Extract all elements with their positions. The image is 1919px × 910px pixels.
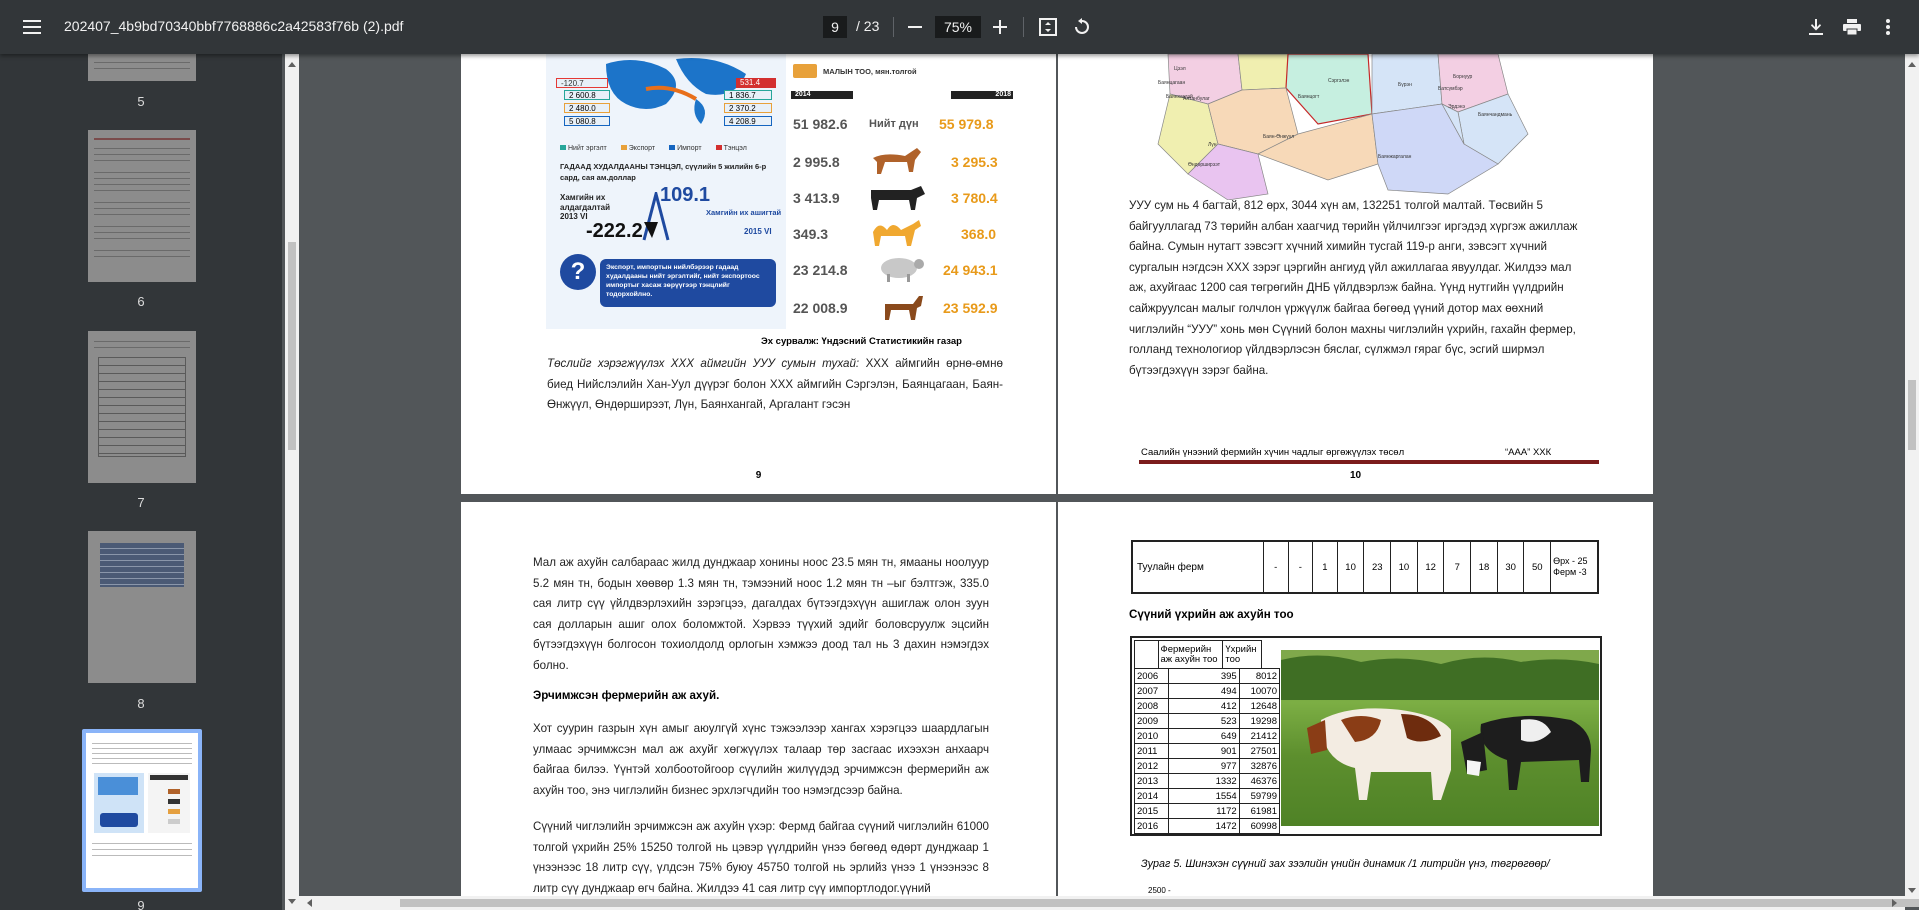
dairy-cows-photo (1281, 650, 1599, 826)
year-cell: 2014 (1135, 789, 1169, 804)
map-label: Баян-Өнжүүл (1263, 134, 1295, 140)
paragraph-lead: Төслийг хэрэгжүүлэх ХХХ аймгийн УУУ сумын тухай: (547, 357, 860, 370)
table-cell: Өрх - 25 Ферм -3 (1551, 541, 1598, 593)
thumbnail-text-line (94, 148, 190, 149)
table-cell: 19298 (1239, 714, 1279, 729)
year-cell: 2012 (1135, 759, 1169, 774)
table-cell: 30 (1497, 541, 1524, 593)
thumbnail-infographic (148, 773, 190, 833)
table-row (1135, 744, 1280, 759)
table-cell: 7 (1444, 541, 1471, 593)
section-heading: Эрчимжсэн фермерийн аж ахуй. (533, 689, 720, 702)
table-header: Үхрийн тоо (1223, 641, 1262, 669)
year-cell: 2006 (1135, 669, 1169, 684)
table-cell: 10 (1391, 541, 1418, 593)
thumbnail-text-line (94, 214, 190, 215)
table-row (1135, 714, 1280, 729)
zoom-out-button[interactable] (903, 15, 927, 39)
table-cell: 21412 (1239, 729, 1279, 744)
thumbnail-number: 9 (137, 898, 145, 910)
trade-note: Экспорт, импортын нийлбэрээр гадаад худалдааны нийт эргэлтийг, нийт экспортоос импортыг хасаж зөрүүгээр тэнцлийг тодорхойлно. (600, 259, 776, 307)
page-number-input[interactable]: 9 (823, 16, 847, 38)
map-label: Баянхангай (1166, 94, 1193, 100)
livestock-left: 349.3 (793, 226, 829, 242)
trade-value: 5 080.8 (564, 116, 610, 126)
map-label: Алтанбулаг (1183, 96, 1210, 102)
table-row (1135, 789, 1280, 804)
scroll-down-arrow[interactable] (288, 899, 296, 904)
camel-icon (865, 216, 931, 248)
table-cell: 12648 (1239, 699, 1279, 714)
thumbnail-number: 6 (137, 294, 145, 309)
legend-item: Экспорт (621, 145, 655, 152)
table-cell: 494 (1169, 684, 1239, 699)
goat-icon (877, 292, 943, 322)
table-cell: 649 (1169, 729, 1239, 744)
year-cell: 2011 (1135, 744, 1169, 759)
map-label: Эрдэнэ (1448, 104, 1466, 110)
thumbnail-text-line (92, 753, 192, 754)
thumbnail-number: 7 (137, 495, 145, 510)
table-cell: Туулайн ферм (1132, 541, 1263, 593)
thumbnail-text-line (94, 341, 190, 342)
pdf-page-10 (1058, 54, 1653, 494)
horizontal-scrollbar[interactable] (299, 896, 1905, 910)
year-cell: 2008 (1135, 699, 1169, 714)
table-cell: 61981 (1239, 804, 1279, 819)
thumbnail-text-line (92, 843, 192, 844)
map-label: Бүрэн (1398, 82, 1412, 88)
table-cell: 523 (1169, 714, 1239, 729)
year-cell: 2009 (1135, 714, 1169, 729)
pdf-page-12 (1058, 502, 1653, 896)
zoom-in-button[interactable] (988, 15, 1012, 39)
dairy-farm-table-body (1134, 668, 1280, 834)
table-cell: 59799 (1239, 789, 1279, 804)
balance-arrows (642, 192, 672, 242)
table-header-row (1135, 641, 1262, 669)
infographic (546, 54, 1016, 329)
livestock-left: 23 214.8 (793, 262, 848, 278)
trade-value: 1 836.7 (724, 90, 772, 100)
trade-value: 2 600.8 (564, 90, 610, 100)
livestock-right: 24 943.1 (943, 262, 998, 278)
page11-paragraph-2: Хот суурин газрын хүн амыг аюулгүй хүнс тэжээлээр хангах хэрэгцээ шаардлагын улмаас эрчимжсэн мал аж ахуйг хөгжүүлэх талаар төр засгаас ихээхэн анхаарч байгаа билээ. Үүнтэй холбоотойгоор сүүлийн жилүүдэд эрчимжсэн фермерийн аж ахуйн тоо, энэ чиглэлийн бизнес эрхлэгчдийн тоо нэмэгдсээр байна. (533, 722, 989, 797)
table-row (1135, 819, 1280, 834)
paragraph-body: ХХХ аймгийн өрнө-өмнө биед Нийслэлийн Хан-Уул дүүрэг болон ХХХ аймгийн Сэргэлэн, Баянцагаан, Баян-Өнжүүл, Өндөрширээт, Лүн, Баянхангай, Аргалант гэсэн (547, 357, 1003, 412)
map-label: Цээл (1174, 66, 1186, 72)
sidebar-scrollbar-thumb[interactable] (288, 242, 296, 450)
zoom-level-input[interactable]: 75% (935, 16, 981, 38)
thumbnail-table (100, 543, 184, 587)
pdf-page-11 (461, 502, 1056, 896)
table-row (1135, 804, 1280, 819)
thumbnail-text-line (94, 62, 190, 63)
low-label: Хамгийн их алдагдалтай (560, 193, 610, 212)
high-value: 109.1 (660, 184, 711, 206)
livestock-right: 368.0 (961, 226, 997, 242)
thumbnail-text-line (94, 232, 190, 233)
footer-project: Саалийн үнээний фермийн хүчин чадлыг өргөжүүлэх төсөл (1141, 447, 1405, 458)
table-cell: 412 (1169, 699, 1239, 714)
cows-illustration (1281, 650, 1599, 826)
rotate-icon[interactable] (1070, 15, 1094, 39)
total-pages: / 23 (856, 18, 880, 34)
trade-value: 2 370.2 (724, 103, 772, 113)
trade-value: -120.7 (556, 78, 608, 88)
livestock-left: 51 982.6 (793, 116, 848, 132)
high-year: 2015 VI (744, 227, 772, 236)
trade-title: ГАДААД ХУДАЛДААНЫ ТЭНЦЭЛ, сүүлийн 5 жилийн 6-р сард, сая ам.доллар (560, 162, 767, 182)
table-cell: 395 (1169, 669, 1239, 684)
table-cell: 8012 (1239, 669, 1279, 684)
sheep-icon (871, 254, 937, 284)
table-header: Фермерийн аж ахуйн тоо (1158, 641, 1223, 669)
page11-paragraph-1: Мал аж ахуйн салбараас жилд дунджаар хонины ноос 23.5 мян тн, ямааны ноолуур 5.2 мян тн, бодын хөөвөр 1.3 мян тн, тэмээний ноос 1.2 мян тн –ыг бэлтгэж, 335.0 сая литр сүү үйлдвэрлэхийн зэрэгцээ, дагалдах бүтээгдэхүүн ашиглаж олон зуун сая долларын ашиг олох боломжтой. Хэрвээ түүхий эдийг боловсруулж эцсийн бүтээгдэхүүн болгосон тохиолдолд орлогын хэмжээ доод тал нь 3 дахин нэмэгдэх болно. (533, 556, 989, 672)
low-year: 2013 VI (560, 212, 588, 221)
year-cell: 2016 (1135, 819, 1169, 834)
livestock-right: 55 979.8 (939, 116, 994, 132)
year-cell: 2007 (1135, 684, 1169, 699)
legend-item: Импорт (669, 145, 701, 152)
thumbnail-text-line (94, 202, 190, 203)
source-note: Эх сурвалж: Үндэсний Статистикийн газар (761, 336, 962, 347)
thumbnail-number: 8 (137, 696, 145, 711)
thumbnail-text-line (94, 256, 190, 257)
thumbnail-page-5[interactable] (88, 54, 196, 81)
thumbnail-text-line (94, 172, 190, 173)
livestock-left: 22 008.9 (793, 300, 848, 316)
thumbnail-text-line (92, 849, 192, 850)
thumbnail-text-line (94, 226, 190, 227)
more-actions-icon[interactable] (1876, 15, 1900, 39)
thumbnail-page-8[interactable] (88, 531, 196, 683)
table-cell: 23 (1364, 541, 1391, 593)
thumbnail-table (98, 357, 186, 457)
table-cell: 10 (1337, 541, 1364, 593)
thumbnail-text-line (94, 238, 190, 239)
table-cell: 977 (1169, 759, 1239, 774)
figure-caption: Зураг 5. Шинэхэн сүүний зах зээлийн үнийн динамик /1 литрийн үнэ, төгрөгөөр/ (1141, 858, 1550, 870)
map-label: Борнуур (1453, 74, 1473, 80)
table-row (1135, 669, 1280, 684)
table-cell: 46376 (1239, 774, 1279, 789)
year-left: 2014 (791, 91, 853, 99)
thumbnail-text-line (94, 190, 190, 191)
trade-legend (560, 145, 747, 152)
map-label: Өндөрширээт (1188, 162, 1220, 168)
table-cell: 32876 (1239, 759, 1279, 774)
trade-value: 4 208.9 (724, 116, 772, 126)
table-cell: 1472 (1169, 819, 1239, 834)
map-label: Баянжаргалан (1378, 154, 1412, 160)
cow-icon (865, 182, 931, 212)
table-row (1135, 774, 1280, 789)
table-cell: 1332 (1169, 774, 1239, 789)
scroll-up-arrow[interactable] (288, 62, 296, 67)
table-row (1135, 699, 1280, 714)
legend-item: Нийт эргэлт (560, 145, 607, 152)
trade-value: 2 480.0 (564, 103, 610, 113)
thumbnail-page-7[interactable] (88, 331, 196, 483)
thumbnail-number: 5 (137, 94, 145, 109)
download-icon[interactable] (1804, 15, 1828, 39)
page-number: 10 (1349, 470, 1362, 481)
thumbnail-text-line (94, 347, 190, 348)
thumbnail-page-6[interactable] (88, 130, 196, 282)
scroll-up-arrow[interactable] (1908, 62, 1916, 67)
thumbnail-text-line (94, 208, 190, 209)
livestock-title: МАЛЫН ТОО, мян.толгой (823, 67, 917, 76)
legend-item: Тэнцэл (716, 145, 747, 152)
map-labels (1058, 54, 1653, 200)
table-row (1135, 759, 1280, 774)
document-scrollbar[interactable] (1905, 54, 1919, 900)
table-cell: 1 (1313, 541, 1338, 593)
thumbnail-text-line (92, 758, 192, 759)
page11-paragraph-3: Сүүний чиглэлийн эрчимжсэн аж ахуйн үхэр: Фермд байгаа сүүний чиглэлийн 61000 толгой үхрийн 25% 15250 толгой нь цэвэр үүлдрийн үнээ бөгөөд өдөрт дунджаар 1 үнээнээс 18 литр сүү, үлдсэн 75% буюу 45750 толгой нь эрлийз үнээ 1 үнээнээс 8 литр сүү дунджаар өгч байна. Жилдээ 41 сая литр сүү импортлодог.үүний (533, 820, 989, 895)
trade-value: 531.4 (736, 78, 776, 88)
year-cell: 2010 (1135, 729, 1169, 744)
year-cell: 2013 (1135, 774, 1169, 789)
thumbnail-page-9[interactable] (86, 733, 198, 888)
thumbnail-text-line (94, 250, 190, 251)
page10-paragraph: УУУ сум нь 4 багтай, 812 өрх, 3044 хүн ам, 132251 толгой малтай. Төсвийн 5 байгууллагад 73 төрийн албан хаагчид төрийн үйлчилгээг иргэдэд хүргэж ажиллаж байна. Сумын нутагт зэвсэгт хүчний химийн тусгай 119-р анги, зэвсэгт хүчний сургалын нэгдсэн ХХХ зэрэг цэргийн ангиуд үйл ажиллагаа явуулдаг. Жилдээ мал аж, ахуйгаас 1200 сая төгрөгийн ДНБ үйлдвэрлэж байна. Үүнд нутгийн үүлдрийн сайжруулсан малыг голчлон үржүүлж байгаа бөгөөд үүний дотор мах өөхний чиглэлийн “УУУ” хонь мөн Сүүний болон махны чиглэлийн үхрийн, гахайн фермер, голланд технологиор үйлдвэрлэсэн бяслаг, сүлжмэл гяраг бүс, эсгий ширмэл бүтээгдэхүүн зэрэг байна. (1129, 199, 1578, 377)
thumbnail-text-line (94, 138, 190, 140)
thumbnail-text-line (92, 748, 192, 749)
footer-company: “ААА” ХХК (1505, 447, 1552, 458)
thumbnail-sidebar (0, 54, 282, 910)
pdf-toolbar (0, 0, 1919, 54)
sidebar-scrollbar[interactable] (285, 54, 299, 910)
map-label: Лүн (1208, 142, 1217, 148)
horse-icon (865, 146, 931, 176)
footer-rule (1139, 460, 1599, 464)
thumbnail-text-line (92, 763, 192, 764)
thumbnail-text-line (92, 743, 192, 744)
section-heading: Сүүний үхрийн аж ахуйн тоо (1129, 608, 1294, 621)
document-title: 202407_4b9bd70340bbf7768886c2a42583f76b (2).pdf (64, 18, 404, 34)
menu-icon[interactable] (20, 15, 44, 39)
table-cell: - (1288, 541, 1313, 593)
livestock-right: 3 295.3 (951, 154, 998, 170)
table-row (1132, 541, 1598, 593)
chart-axis-start: 2500 - (1148, 886, 1171, 895)
page-number: 9 (755, 470, 762, 481)
print-icon[interactable] (1840, 15, 1864, 39)
table-cell: 10070 (1239, 684, 1279, 699)
table-row (1135, 684, 1280, 699)
dairy-farm-table (1134, 640, 1262, 669)
high-label: Хамгийн их ашигтай (706, 208, 782, 217)
year-right: 2018 (951, 91, 1013, 99)
livestock-left: 2 995.8 (793, 154, 840, 170)
year-cell: 2015 (1135, 804, 1169, 819)
fit-page-icon[interactable] (1036, 15, 1060, 39)
thumbnail-text-line (94, 154, 190, 155)
scroll-down-arrow[interactable] (1908, 888, 1916, 893)
map-label: Сэргэлэн (1328, 78, 1350, 84)
table-cell: 1554 (1169, 789, 1239, 804)
thumbnail-text-line (94, 184, 190, 185)
scroll-left-arrow[interactable] (307, 899, 312, 907)
table-header (1135, 641, 1159, 669)
table-cell: 12 (1417, 541, 1444, 593)
table-cell: 18 (1471, 541, 1498, 593)
map-label: Баянчандмань (1478, 112, 1513, 118)
map-label: Баянцагаан (1158, 80, 1186, 86)
thumbnail-infographic (94, 773, 144, 833)
table-cell: 1172 (1169, 804, 1239, 819)
question-icon: ? (560, 254, 596, 290)
low-value: -222.2 (586, 220, 643, 242)
document-scrollbar-thumb[interactable] (1908, 380, 1916, 450)
livestock-right: 3 780.4 (951, 190, 998, 206)
table-cell: 50 (1524, 541, 1551, 593)
total-label: Нийт дүн (869, 118, 919, 130)
livestock-left: 3 413.9 (793, 190, 840, 206)
table-cell: 901 (1169, 744, 1239, 759)
livestock-panel (791, 54, 1016, 329)
trade-panel (546, 54, 786, 329)
livestock-right: 23 592.9 (943, 300, 998, 316)
thumbnail-text-line (92, 855, 192, 856)
thumbnail-text-line (94, 178, 190, 179)
page9-paragraph (547, 354, 1003, 416)
map-label: Батсүмбэр (1438, 86, 1463, 92)
table-cell: 60998 (1239, 819, 1279, 834)
scroll-right-arrow[interactable] (1892, 899, 1897, 907)
map-label: Баянцогт (1298, 94, 1320, 100)
toolbar-divider (1023, 17, 1024, 37)
rabbit-farm-table (1131, 540, 1599, 594)
horizontal-scrollbar-thumb[interactable] (400, 899, 1919, 907)
table-cell: - (1263, 541, 1288, 593)
table-cell: 27501 (1239, 744, 1279, 759)
thumbnail-text-line (94, 68, 190, 69)
truck-icon (793, 64, 817, 78)
pdf-page-9 (461, 54, 1056, 494)
table-row (1135, 729, 1280, 744)
toolbar-divider (893, 17, 894, 37)
thumbnail-text-line (94, 160, 190, 161)
